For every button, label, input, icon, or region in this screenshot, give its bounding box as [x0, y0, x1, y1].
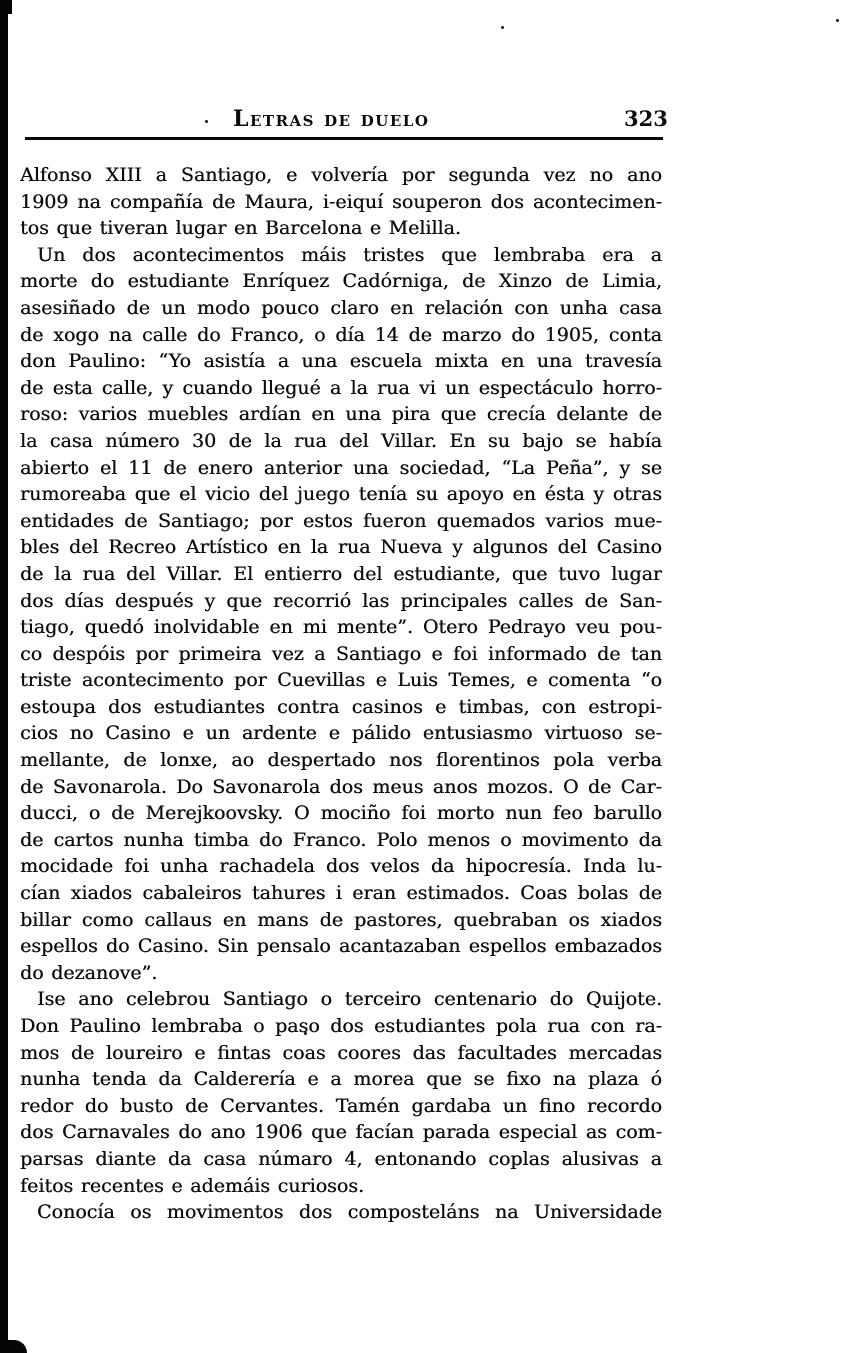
- text-line: mellante, de lonxe, ao despertado nos florentinos pola verba: [20, 749, 662, 772]
- text-line: abierto el 11 de enero anterior una sociedad, “La Peña”, y se: [20, 456, 662, 479]
- text-line: parsas diante da casa númaro 4, entonando coplas alusivas a: [20, 1147, 662, 1170]
- text-line: Alfonso XIII a Santiago, e volvería por segunda vez no ano: [20, 164, 662, 186]
- text-line: cios no Casino e un ardente e pálido entusiasmo virtuoso se-: [20, 722, 662, 745]
- gutter-shadow-top: [0, 0, 12, 14]
- text-line: dos Carnavales do ano 1906 que facían parada especial as com-: [20, 1121, 662, 1144]
- text-line: redor do busto de Cervantes. Tamén gardaba un fino recordo: [20, 1094, 662, 1117]
- gutter-shadow: [0, 0, 8, 1353]
- text-line: entidades de Santiago; por estos fueron quemados varios mue-: [20, 509, 662, 532]
- header-rule: [25, 137, 663, 140]
- text-line: de la rua del Villar. El entierro del estudiante, que tuvo lugar: [20, 562, 662, 585]
- text-line: co despóis por primeira vez a Santiago e foi informado de tan: [20, 642, 662, 665]
- page-number: 323: [624, 106, 668, 131]
- text-line: Un dos acontecimentos máis tristes que lembraba era a: [37, 243, 662, 266]
- text-line: 1909 na compañía de Maura, i-eiquí souperon dos acontecimen-: [20, 190, 662, 213]
- paragraph: [20, 162, 662, 242]
- text-line: mos de loureiro e fintas coas coores das facultades mercadas: [20, 1041, 662, 1064]
- text-line: nunha tenda da Calderería e a morea que se fixo na plaza ó: [20, 1068, 662, 1091]
- text-line: asesiñado de un modo pouco claro en relación con unha casa: [20, 296, 662, 319]
- text-line: Ise ano celebrou Santiago o terceiro centenario do Quijote.: [37, 988, 662, 1011]
- text-line: mocidade foi unha rachadela dos velos da hipocresía. Inda lu-: [20, 855, 662, 878]
- text-line: triste acontecimento por Cuevillas e Luis Temes, e comenta “o: [20, 669, 662, 692]
- gutter-shadow-foot: [0, 1340, 27, 1353]
- text-line: roso: varios muebles ardían en una pira que crecía delante de: [20, 403, 662, 426]
- text-line: de esta calle, y cuando llegué a la rua vi un espectáculo horro-: [20, 376, 662, 399]
- text-line: de cartos nunha timba do Franco. Polo menos o movimento da: [20, 828, 662, 851]
- text-line: billar como callaus en mans de pastores, quebraban os xiados: [20, 908, 662, 931]
- scan-speckle: [836, 19, 839, 22]
- text-line: feitos recentes e ademáis curiosos.: [20, 1174, 365, 1197]
- text-line: tos que tiveran lugar en Barcelona e Melilla.: [20, 217, 461, 240]
- text-line: ducci, o de Merejkoovsky. O mociño foi morto nun feo barullo: [20, 802, 662, 825]
- text-line: de Savonarola. Do Savonarola dos meus anos mozos. O de Car-: [20, 775, 662, 798]
- text-line: morte do estudiante Enríquez Cadórniga, de Xinzo de Limia,: [20, 270, 662, 293]
- text-line: dos días después y que recorrió las principales calles de San-: [20, 589, 662, 612]
- text-line: Conocía os movimentos dos composteláns na Universidade: [37, 1201, 662, 1224]
- text-line: de xogo na calle do Franco, o día 14 de marzo do 1905, conta: [20, 323, 662, 346]
- text-line: estoupa dos estudiantes contra casinos e timbas, con estropi-: [20, 695, 662, 718]
- text-line: espellos do Casino. Sin pensalo acantazaban espellos embazados: [20, 935, 662, 958]
- running-head-title: Letras de duelo: [233, 106, 430, 132]
- paragraph: [20, 242, 662, 987]
- body-text: [20, 162, 662, 1226]
- text-line: tiago, quedó inolvidable en mi mente”. Otero Pedrayo veu pou-: [20, 616, 662, 639]
- scan-speckle: [205, 120, 208, 123]
- paragraph: [20, 986, 662, 1199]
- text-line: cían xiados cabaleiros tahures i eran estimados. Coas bolas de: [20, 882, 662, 905]
- text-line: don Paulino: “Yo asistía a una escuela mixta en una travesía: [20, 350, 662, 373]
- text-line: Don Paulino lembraba o paso dos estudiantes pola rua con ra-: [20, 1015, 662, 1037]
- paragraph: [20, 1199, 662, 1226]
- text-line: la casa número 30 de la rua del Villar. En su bajo se había: [20, 429, 662, 452]
- text-line: rumoreaba que el vicio del juego tenía su apoyo en ésta y otras: [20, 483, 662, 506]
- text-line: bles del Recreo Artístico en la rua Nueva y algunos del Casino: [20, 536, 662, 559]
- text-line: do dezanove”.: [20, 961, 158, 984]
- scan-speckle: [501, 26, 504, 29]
